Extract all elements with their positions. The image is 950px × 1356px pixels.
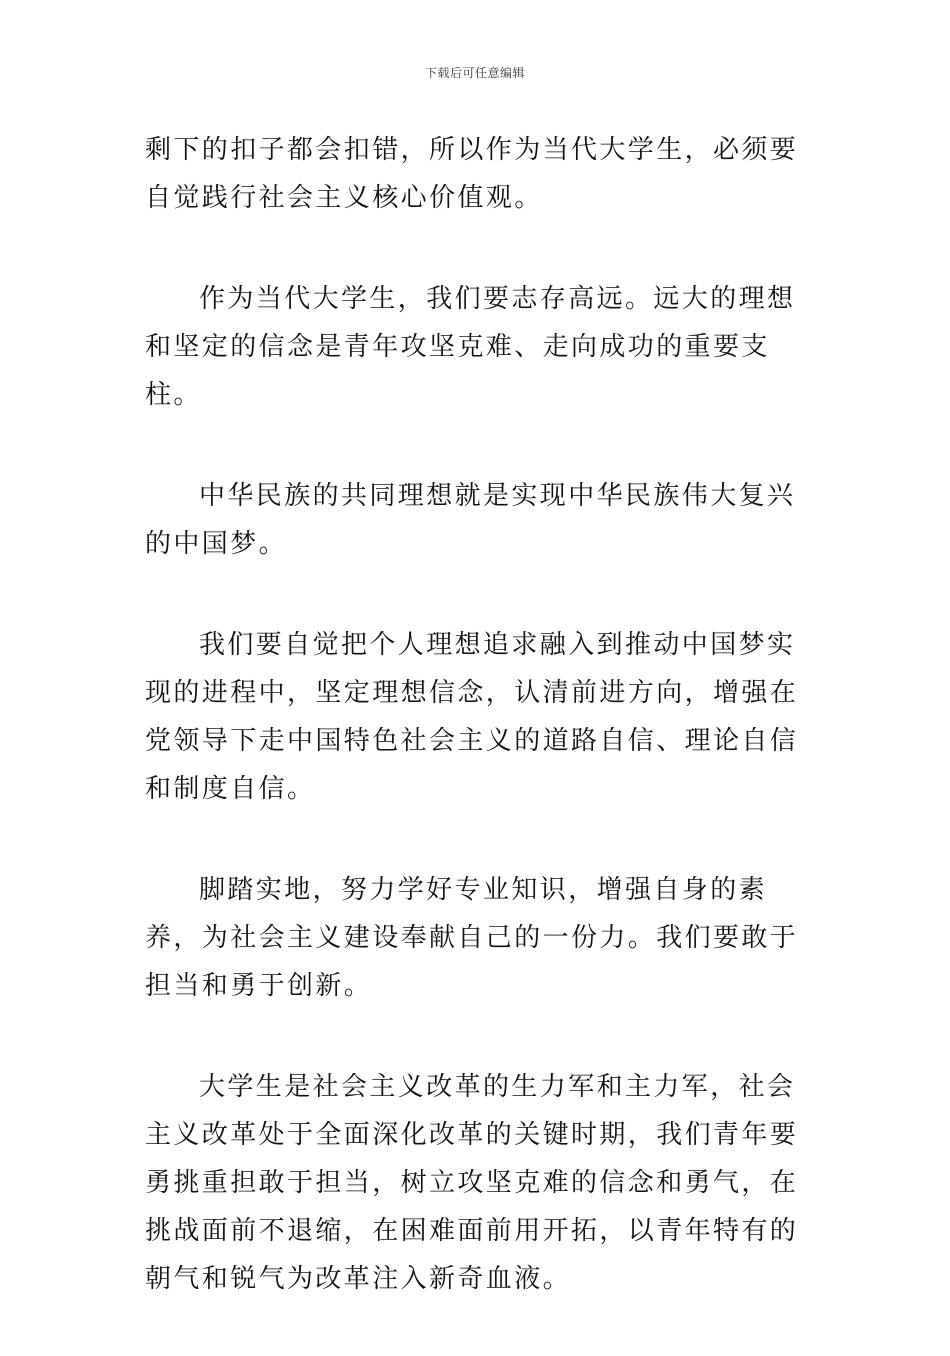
paragraph: 大学生是社会主义改革的生力军和主力军，社会主义改革处于全面深化改革的关键时期，我们青年要勇挑重担敢于担当，树立攻坚克难的信念和勇气，在挑战面前不退缩，在困难面前用开拓，以青年特有的朝气和锐气为改革注入新奇血液。	[145, 1072, 799, 1294]
paragraph: 脚踏实地，努力学好专业知识，增强自身的素养，为社会主义建设奉献自己的一份力。我们要敢于担当和勇于创新。	[145, 875, 799, 1001]
document-body	[145, 126, 810, 1356]
paragraph: 中华民族的共同理想就是实现中华民族伟大复兴的中国梦。	[145, 481, 796, 559]
page-header: 下载后可任意编辑	[424, 66, 525, 80]
paragraph: 我们要自觉把个人理想追求融入到推动中国梦实现的进程中，坚定理想信念，认清前进方向，增强在党领导下走中国特色社会主义的道路自信、理论自信和制度自信。	[145, 630, 799, 804]
paragraph: 剩下的扣子都会扣错，所以作为当代大学生，必须要自觉践行社会主义核心价值观。	[145, 135, 799, 213]
paragraph: 作为当代大学生，我们要志存高远。远大的理想和坚定的信念是青年攻坚克难、走向成功的重要支柱。	[145, 284, 796, 410]
